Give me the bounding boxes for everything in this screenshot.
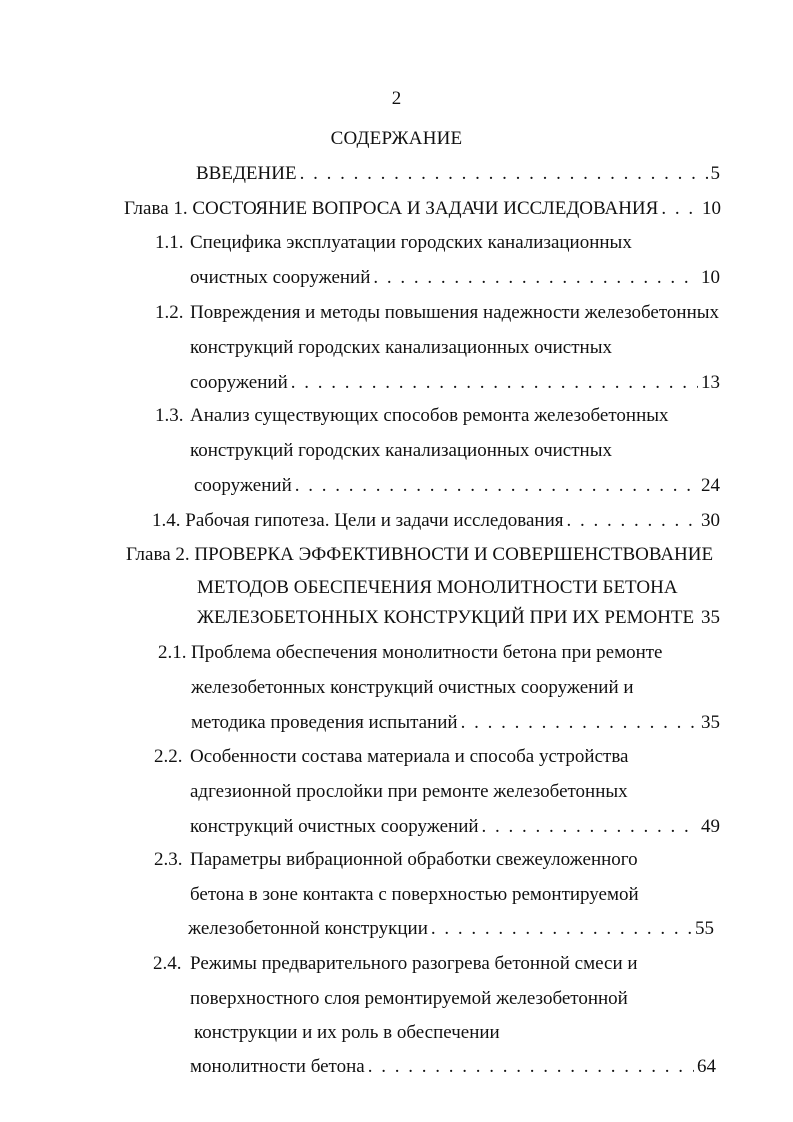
toc-entry-text: ЖЕЛЕЗОБЕТОННЫХ КОНСТРУКЦИЙ ПРИ ИХ РЕМОНТЕ — [197, 607, 695, 628]
toc-entry-line[interactable]: МЕТОДОВ ОБЕСПЕЧЕНИЯ МОНОЛИТНОСТИ БЕТОНА — [197, 577, 678, 598]
toc-entry-line[interactable]: Параметры вибрационной обработки свежеуложенного — [190, 849, 638, 870]
toc-entry-text: очистных сооружений — [190, 267, 371, 288]
toc-entry-line[interactable]: железобетонных конструкций очистных сооружений и — [191, 677, 634, 698]
toc-entry-text: 1.4. Рабочая гипотеза. Цели и задачи исследования — [152, 510, 564, 531]
toc-entry-line[interactable]: конструкции и их роль в обеспечении — [194, 1022, 500, 1043]
dot-leader — [482, 815, 698, 839]
toc-entry-text: монолитности бетона — [190, 1056, 365, 1077]
toc-entry-2-1[interactable] — [191, 711, 720, 735]
toc-entry-chapter-1[interactable] — [124, 197, 721, 221]
toc-page-number: 24 — [701, 475, 720, 496]
toc-entry-line[interactable]: Анализ существующих способов ремонта железобетонных — [190, 405, 669, 426]
toc-section-number: 2.3. — [154, 849, 183, 870]
toc-section-number: 2.4. — [153, 953, 182, 974]
toc-page-number: 10 — [701, 267, 720, 288]
toc-entry-1-4[interactable] — [152, 509, 720, 533]
toc-entry-text: Глава 1. СОСТОЯНИЕ ВОПРОСА И ЗАДАЧИ ИССЛЕДОВАНИЯ — [124, 198, 659, 219]
toc-entry-text: сооружений — [194, 475, 292, 496]
toc-entry-text: сооружений — [190, 372, 288, 393]
toc-page-number: 10 — [702, 198, 721, 219]
toc-page-number: 35 — [701, 712, 720, 733]
toc-entry-1-1[interactable] — [190, 266, 720, 290]
toc-section-number: 2.1. — [158, 642, 187, 663]
toc-entry-text: ВВЕДЕНИЕ — [196, 163, 297, 184]
toc-section-number: 2.2. — [154, 746, 183, 767]
toc-entry-chapter-2[interactable] — [197, 606, 720, 630]
toc-page-number: 13 — [701, 372, 720, 393]
dot-leader — [291, 371, 698, 395]
toc-entry-1-3[interactable] — [194, 474, 720, 498]
toc-entry-line[interactable]: Режимы предварительного разогрева бетонной смеси и — [190, 953, 638, 974]
toc-entry-line[interactable]: Особенности состава материала и способа устройства — [190, 746, 629, 767]
toc-section-number: 1.3. — [155, 405, 184, 426]
toc-entry-line[interactable]: бетона в зоне контакта с поверхностью ремонтируемой — [190, 884, 639, 905]
toc-entry-text: конструкций очистных сооружений — [190, 816, 479, 837]
dot-leader — [461, 711, 698, 735]
toc-section-number: 1.1. — [155, 232, 184, 253]
toc-entry-line[interactable]: Глава 2. ПРОВЕРКА ЭФФЕКТИВНОСТИ И СОВЕРШЕНСТВОВАНИЕ — [126, 544, 714, 565]
toc-entry-line[interactable]: Специфика эксплуатации городских канализационных — [190, 232, 632, 253]
toc-page-number: 30 — [701, 510, 720, 531]
toc-entry-intro[interactable] — [196, 162, 720, 186]
dot-leader — [431, 917, 692, 941]
toc-page-number: 49 — [701, 816, 720, 837]
dot-leader — [373, 266, 698, 290]
dot-leader — [697, 606, 698, 630]
toc-entry-line[interactable]: конструкций городских канализационных очистных — [190, 337, 612, 358]
toc-entry-1-2[interactable] — [190, 371, 720, 395]
toc-entry-line[interactable]: конструкций городских канализационных очистных — [190, 440, 612, 461]
dot-leader — [661, 197, 699, 221]
toc-page-number: 64 — [697, 1056, 716, 1077]
toc-entry-2-3[interactable] — [188, 917, 714, 941]
toc-entry-line[interactable]: адгезионной прослойки при ремонте железобетонных — [190, 781, 628, 802]
toc-entry-line[interactable]: Проблема обеспечения монолитности бетона при ремонте — [191, 642, 663, 663]
toc-entry-text: железобетонной конструкции — [188, 918, 428, 939]
dot-leader — [295, 474, 698, 498]
page-title: СОДЕРЖАНИЕ — [330, 128, 463, 149]
toc-entry-text: методика проведения испытаний — [191, 712, 458, 733]
toc-page-number: 55 — [695, 918, 714, 939]
toc-entry-2-4[interactable] — [190, 1055, 716, 1079]
dot-leader — [368, 1055, 694, 1079]
toc-page-number: 35 — [701, 607, 720, 628]
page-number: 2 — [391, 88, 402, 109]
toc-page-number: 5 — [710, 163, 720, 184]
dot-leader — [567, 509, 698, 533]
toc-entry-line[interactable]: поверхностного слоя ремонтируемой железобетонной — [190, 988, 628, 1009]
toc-section-number: 1.2. — [155, 302, 184, 323]
toc-entry-2-2[interactable] — [190, 815, 720, 839]
toc-entry-line[interactable]: Повреждения и методы повышения надежности железобетонных — [190, 302, 720, 323]
dot-leader — [300, 162, 708, 186]
